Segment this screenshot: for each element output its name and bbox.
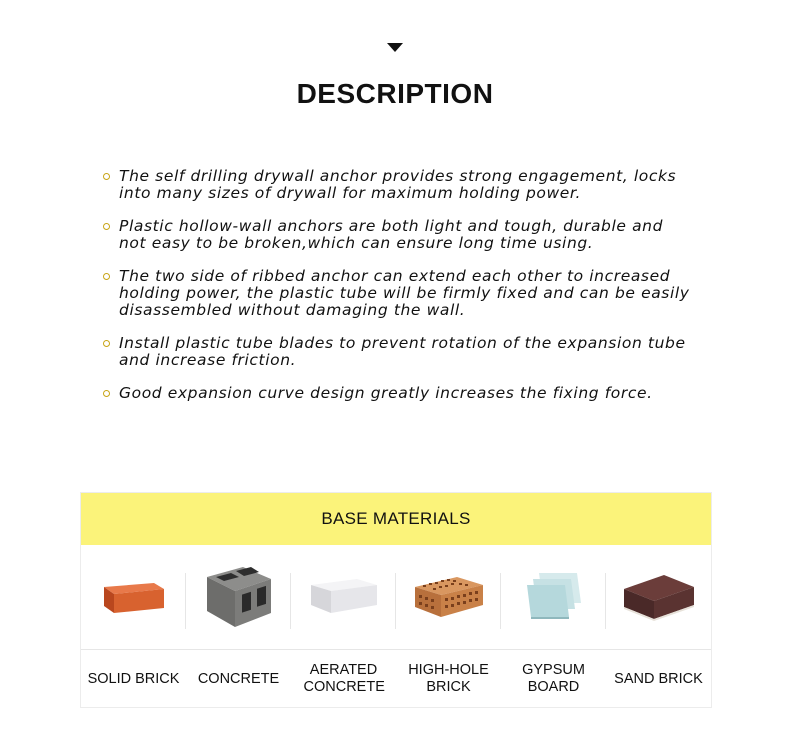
description-text: The two side of ribbed anchor can extend each other to increased holding power, the plastic tube will be firmly fixed and can be easily disassembled without damaging the wall. bbox=[119, 267, 690, 319]
material-label bbox=[291, 650, 396, 708]
material-label: CONCRETE bbox=[197, 670, 280, 687]
bullet-icon bbox=[103, 273, 110, 280]
bullet-icon bbox=[103, 390, 110, 397]
material-label bbox=[501, 650, 606, 708]
down-arrow-icon bbox=[387, 43, 403, 52]
bullet-icon bbox=[103, 223, 110, 230]
gypsum-board-image bbox=[519, 569, 589, 625]
base-materials-panel bbox=[80, 492, 712, 708]
aerated-concrete-image bbox=[307, 573, 381, 621]
material-label: SAND BRICK bbox=[614, 670, 703, 687]
material-cell-sand-brick bbox=[606, 545, 711, 649]
material-label-text: HIGH-HOLE BRICK bbox=[408, 662, 489, 695]
page-title bbox=[297, 78, 494, 110]
materials-labels-row bbox=[81, 650, 711, 708]
materials-images-row bbox=[81, 545, 711, 649]
bullet-icon bbox=[103, 340, 110, 347]
material-label-text: GYPSUM BOARD bbox=[522, 662, 585, 695]
description-text: Good expansion curve design greatly increases the fixing force. bbox=[119, 384, 653, 402]
material-label-text: AERATED CONCRETE bbox=[303, 662, 385, 695]
description-text: Plastic hollow-wall anchors are both light and tough, durable and not easy to be broken,which can ensure long time using. bbox=[119, 217, 664, 252]
title-section bbox=[0, 78, 790, 110]
description-item bbox=[101, 268, 691, 319]
description-text: Install plastic tube blades to prevent rotation of the expansion tube and increase friction. bbox=[119, 334, 686, 369]
material-cell-concrete bbox=[186, 545, 291, 649]
sand-brick-image bbox=[620, 569, 698, 625]
material-cell-aerated-concrete bbox=[291, 545, 396, 649]
solid-brick-image bbox=[98, 573, 170, 621]
title-text: DESCRIPTION bbox=[296, 78, 494, 109]
material-cell-solid-brick bbox=[81, 545, 186, 649]
high-hole-brick-image bbox=[411, 571, 487, 623]
description-list bbox=[101, 168, 691, 418]
material-label bbox=[396, 650, 501, 708]
description-text: The self drilling drywall anchor provides strong engagement, locks into many sizes of drywall for maximum holding power. bbox=[119, 167, 677, 202]
material-label: SOLID BRICK bbox=[87, 670, 180, 687]
description-item bbox=[101, 218, 691, 252]
bullet-icon bbox=[103, 173, 110, 180]
base-materials-header bbox=[81, 493, 711, 545]
description-item bbox=[101, 168, 691, 202]
material-cell-high-hole-brick bbox=[396, 545, 501, 649]
concrete-block-image bbox=[201, 561, 277, 633]
description-item bbox=[101, 335, 691, 369]
description-item bbox=[101, 385, 691, 402]
material-cell-gypsum-board bbox=[501, 545, 606, 649]
base-materials-title: BASE MATERIALS bbox=[321, 509, 471, 528]
